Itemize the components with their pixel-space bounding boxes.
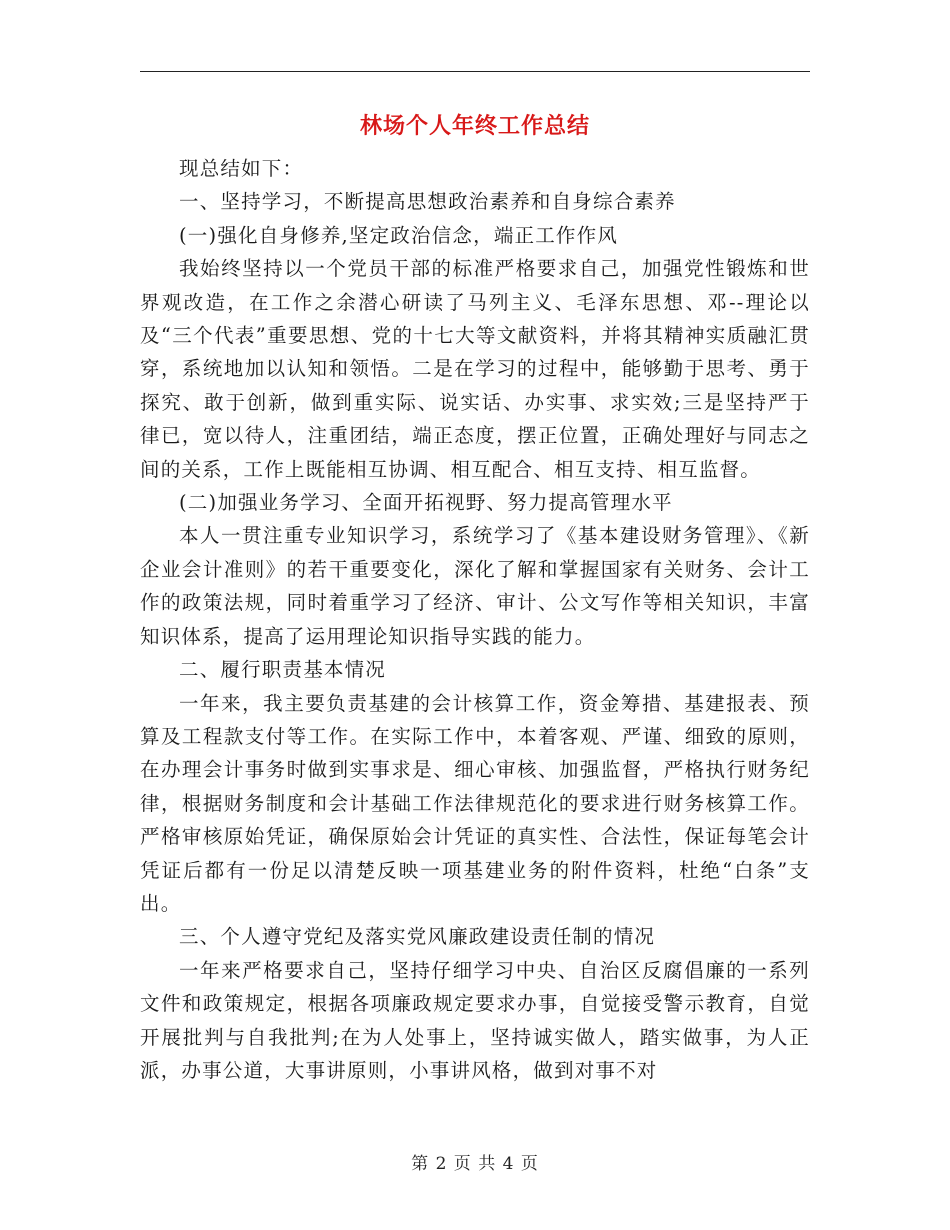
paragraph-body: 我始终坚持以一个党员干部的标准严格要求自己，加强党性锻炼和世界观改造，在工作之余潜心研读了马列主义、毛泽东思想、邓--理论以及“三个代表”重要思想、党的十七大等文献资料，并将其精神实质融汇贯穿，系统地加以认知和领悟。二是在学习的过程中，能够勤于思考、勇于探究、敢于创新，做到重实际、说实话、办实事、求实效;三是坚持严于律已，宽以待人，注重团结，端正态度，摆正位置，正确处理好与同志之间的关系，工作上既能相互协调、相互配合、相互支持、相互监督。 (140, 257, 810, 481)
paragraph-body: 一年来，我主要负责基建的会计核算工作，资金筹措、基建报表、预算及工程款支付等工作。在实际工作中，本着客观、严谨、细致的原则，在办理会计事务时做到实事求是、细心审核、加强监督，严格执行财务纪律，根据财务制度和会计基础工作法律规范化的要求进行财务核算工作。严格审核原始凭证，确保原始会计凭证的真实性、合法性，保证每笔会计凭证后都有一份足以清楚反映一项基建业务的附件资料，杜绝“白条”支出。 (140, 691, 810, 915)
document-body (140, 152, 810, 1087)
heading-section-1: 一、坚持学习，不断提高思想政治素养和自身综合素养 (179, 190, 676, 214)
subheading-1-1: (一)强化自身修养,坚定政治信念，端正工作作风 (179, 223, 619, 247)
paragraph-body: 本人一贯注重专业知识学习，系统学习了《基本建设财务管理》、《新企业会计准则》的若干重要变化，深化了解和掌握国家有关财务、会计工作的政策法规，同时着重学习了经济、审计、公文写作等相关知识，丰富知识体系，提高了运用理论知识指导实践的能力。 (140, 524, 810, 648)
page-number-footer: 第 2 页 共 4 页 (411, 1154, 539, 1174)
heading-section-2: 二、履行职责基本情况 (179, 658, 387, 682)
paragraph-intro: 现总结如下： (179, 157, 304, 180)
heading-section-3: 三、个人遵守党纪及落实党风廉政建设责任制的情况 (179, 925, 656, 949)
header-rule (140, 71, 810, 72)
paragraph-body: 一年来严格要求自己，坚持仔细学习中央、自治区反腐倡廉的一系列文件和政策规定，根据各项廉政规定要求办事，自觉接受警示教育，自觉开展批判与自我批判;在为人处事上，坚持诚实做人，踏实做事，为人正派，办事公道，大事讲原则，小事讲风格，做到对事不对 (140, 958, 810, 1082)
document-title: 林场个人年终工作总结 (359, 113, 590, 139)
subheading-1-2: (二)加强业务学习、全面开拓视野、努力提高管理水平 (179, 491, 673, 515)
